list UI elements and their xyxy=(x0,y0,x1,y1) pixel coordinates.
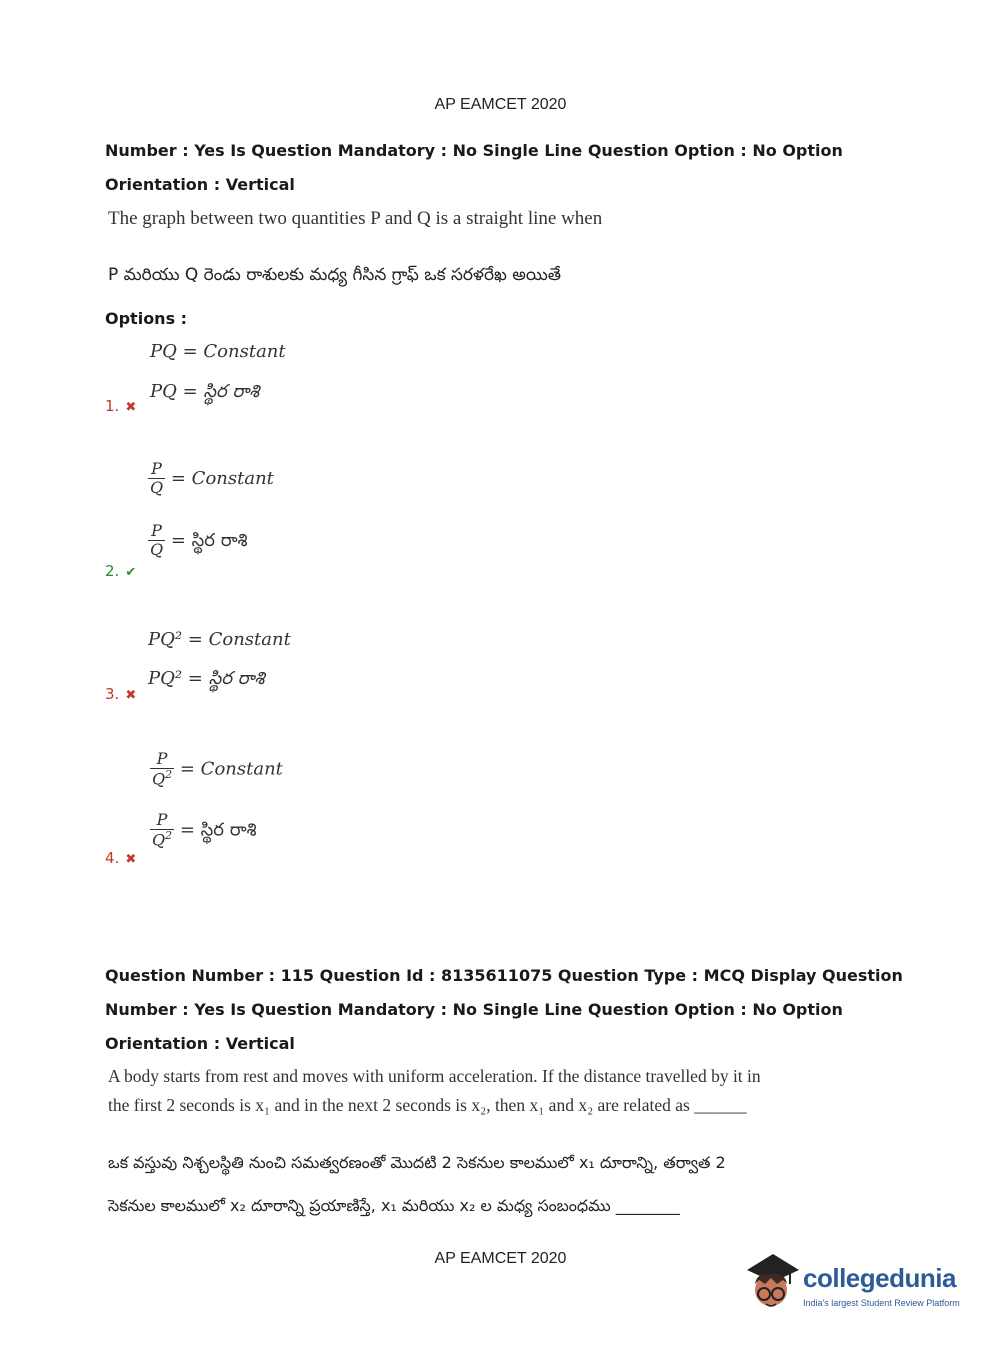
sthira-word: స్థిర రాశి xyxy=(191,529,248,551)
page-header: AP EAMCET 2020 xyxy=(434,96,567,113)
question-text-english: the first 2 seconds is x₁ and in the next 2 seconds is x₂, then x₁ and x₂ are related as ______ xyxy=(108,1095,747,1115)
constant-word: Constant xyxy=(200,758,283,780)
correct-mark-icon: ✔ xyxy=(125,565,137,580)
option-3-number xyxy=(105,685,136,703)
option-number-label: 4. xyxy=(105,849,120,867)
fraction-numerator: P xyxy=(150,811,174,830)
question-meta-line: Orientation : Vertical xyxy=(105,1034,295,1053)
question-text-english: The graph between two quantities P and Q is a straight line when xyxy=(108,208,603,229)
question-meta-line: Number : Yes Is Question Mandatory : No Single Line Question Option : No Option xyxy=(105,1000,843,1019)
question-meta-line: Orientation : Vertical xyxy=(105,175,295,194)
options-label: Options : xyxy=(105,309,188,328)
collegedunia-mascot-icon xyxy=(743,1250,801,1315)
fraction-denominator: Q xyxy=(150,540,164,560)
question-text-english: A body starts from rest and moves with uniform acceleration. If the distance travelled by it in xyxy=(108,1066,761,1086)
sthira-word: స్థిర రాశి xyxy=(200,819,257,841)
logo-wordmark: collegedunia xyxy=(803,1263,956,1293)
fraction-numerator: P xyxy=(150,750,174,769)
question-text-telugu: సెకనుల కాలములో x₂ దూరాన్ని ప్రయాణిస్తే, x₁ మరియు x₂ ల మధ్య సంబంధము ________ xyxy=(108,1196,680,1215)
fraction xyxy=(150,811,174,850)
option-2-number xyxy=(105,562,136,580)
question-meta-line: Question Number : 115 Question Id : 8135611075 Question Type : MCQ Display Question xyxy=(105,966,903,985)
option-3-english: PQ² = Constant xyxy=(148,629,291,650)
constant-word: Constant xyxy=(191,467,274,489)
option-number-label: 1. xyxy=(105,397,120,415)
wrong-mark-icon: ✖ xyxy=(125,400,137,415)
question-text-telugu: P మరియు Q రెండు రాశులకు మధ్య గీసిన గ్రాఫ్ ఒక సరళరేఖ అయితే xyxy=(108,265,561,285)
option-4-number xyxy=(105,849,136,867)
option-1-number xyxy=(105,397,136,415)
wrong-mark-icon: ✖ xyxy=(125,688,137,703)
wrong-mark-icon: ✖ xyxy=(125,852,137,867)
fraction-numerator: P xyxy=(148,460,165,479)
option-4-telugu: $\frac{P}{Q^2}$ = స్థిర రాశి xyxy=(152,810,257,850)
fraction xyxy=(148,460,165,498)
option-4-english: $\frac{P}{Q^2}$ = Constant xyxy=(152,749,283,789)
fraction xyxy=(148,522,165,560)
page-footer: AP EAMCET 2020 xyxy=(434,1250,567,1267)
option-3-telugu: PQ² = స్థిర రాశి xyxy=(148,668,265,689)
option-2-telugu: $\frac{P}{Q}$ = స్థిర రాశి xyxy=(150,521,248,560)
option-2-english: $\frac{P}{Q}$ = Constant xyxy=(150,459,274,498)
question-meta-line: Number : Yes Is Question Mandatory : No Single Line Question Option : No Option xyxy=(105,141,843,160)
fraction-numerator: P xyxy=(148,522,165,541)
fraction-denominator: $Q^2$ xyxy=(152,768,173,789)
option-number-label: 2. xyxy=(105,562,120,580)
question-text-telugu: ఒక వస్తువు నిశ్చలస్థితి నుంచి సమత్వరణంతో మొదటి 2 సెకనుల కాలములో x₁ దూరాన్ని, తర్వాత 2 xyxy=(108,1153,726,1172)
option-1-telugu: PQ = స్థిర రాశి xyxy=(150,381,260,402)
logo-tagline: India's largest Student Review Platform xyxy=(803,1298,960,1308)
option-number-label: 3. xyxy=(105,685,120,703)
fraction-denominator: $Q^2$ xyxy=(152,829,173,850)
fraction-denominator: Q xyxy=(150,478,164,498)
fraction xyxy=(150,750,174,789)
option-1-english: PQ = Constant xyxy=(150,341,286,362)
